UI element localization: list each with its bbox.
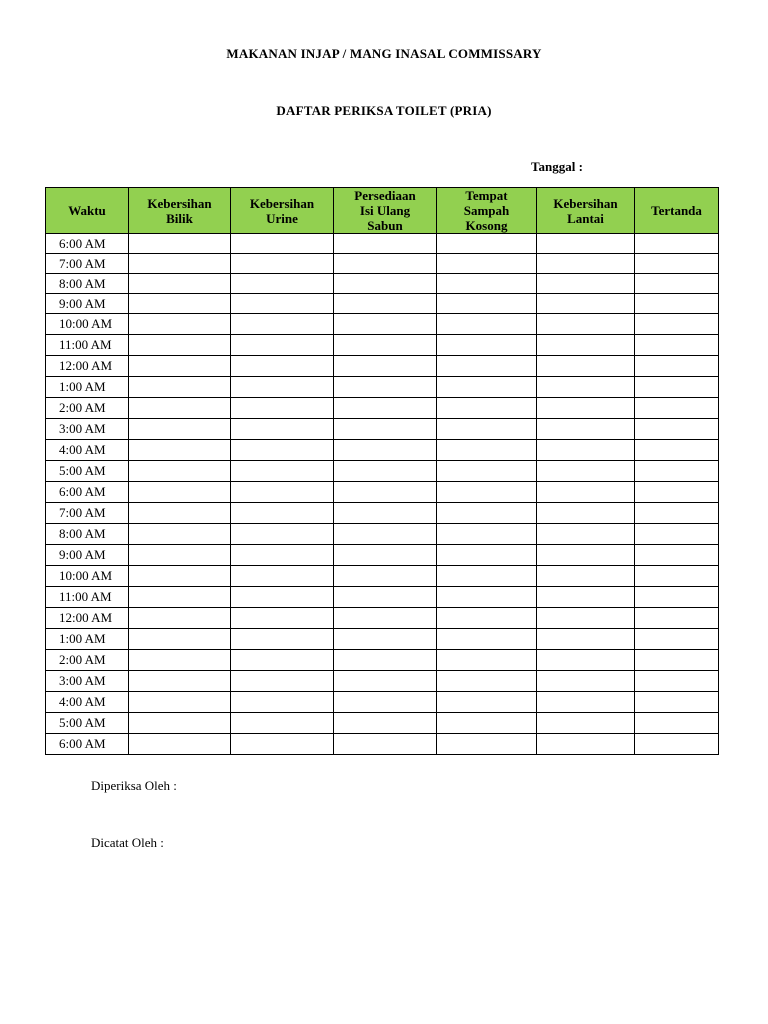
table-row: [46, 356, 719, 377]
table-row: [46, 629, 719, 650]
table-header-row: [46, 188, 719, 234]
trash-empty-cell[interactable]: [437, 482, 537, 503]
floor-cleanliness-cell[interactable]: [537, 356, 635, 377]
soap-refill-cell[interactable]: [334, 524, 437, 545]
floor-cleanliness-cell[interactable]: [537, 566, 635, 587]
urinal-cleanliness-cell[interactable]: [231, 524, 334, 545]
signature-cell[interactable]: [635, 335, 719, 356]
trash-empty-cell[interactable]: [437, 671, 537, 692]
time-cell: 8:00 AM: [46, 274, 129, 294]
signature-cell[interactable]: [635, 294, 719, 314]
trash-empty-cell[interactable]: [437, 587, 537, 608]
time-cell: 4:00 AM: [46, 440, 129, 461]
column-header-signature: Tertanda: [635, 188, 719, 234]
table-row: [46, 524, 719, 545]
date-label: Tanggal :: [531, 159, 583, 174]
trash-empty-cell[interactable]: [437, 377, 537, 398]
signature-cell[interactable]: [635, 482, 719, 503]
table-row: [46, 335, 719, 356]
signature-cell[interactable]: [635, 671, 719, 692]
signature-cell[interactable]: [635, 440, 719, 461]
booth-cleanliness-cell[interactable]: [129, 566, 231, 587]
signature-cell[interactable]: [635, 377, 719, 398]
booth-cleanliness-cell[interactable]: [129, 545, 231, 566]
recorded-by-label: Dicatat Oleh :: [91, 835, 164, 850]
soap-refill-cell[interactable]: [334, 713, 437, 734]
urinal-cleanliness-cell[interactable]: [231, 587, 334, 608]
soap-refill-cell[interactable]: [334, 587, 437, 608]
trash-empty-cell[interactable]: [437, 608, 537, 629]
floor-cleanliness-cell[interactable]: [537, 482, 635, 503]
booth-cleanliness-cell[interactable]: [129, 335, 231, 356]
booth-cleanliness-cell[interactable]: [129, 294, 231, 314]
date-field[interactable]: [531, 159, 589, 175]
signature-cell[interactable]: [635, 692, 719, 713]
soap-refill-cell[interactable]: [334, 650, 437, 671]
soap-refill-cell[interactable]: [334, 294, 437, 314]
soap-refill-cell[interactable]: [334, 629, 437, 650]
organization-title: MAKANAN INJAP / MANG INASAL COMMISSARY: [226, 46, 542, 61]
soap-refill-cell[interactable]: [334, 314, 437, 335]
time-cell: 10:00 AM: [46, 314, 129, 335]
time-cell: 1:00 AM: [46, 377, 129, 398]
booth-cleanliness-cell[interactable]: [129, 587, 231, 608]
urinal-cleanliness-cell[interactable]: [231, 294, 334, 314]
floor-cleanliness-cell[interactable]: [537, 440, 635, 461]
signature-cell[interactable]: [635, 314, 719, 335]
soap-refill-cell[interactable]: [334, 254, 437, 274]
time-cell: 9:00 AM: [46, 294, 129, 314]
booth-cleanliness-cell[interactable]: [129, 314, 231, 335]
time-cell: 5:00 AM: [46, 713, 129, 734]
trash-empty-cell[interactable]: [437, 692, 537, 713]
time-cell: 1:00 AM: [46, 629, 129, 650]
booth-cleanliness-cell[interactable]: [129, 398, 231, 419]
booth-cleanliness-cell[interactable]: [129, 524, 231, 545]
trash-empty-cell[interactable]: [437, 234, 537, 254]
booth-cleanliness-cell[interactable]: [129, 440, 231, 461]
table-row: [46, 713, 719, 734]
urinal-cleanliness-cell[interactable]: [231, 713, 334, 734]
trash-empty-cell[interactable]: [437, 398, 537, 419]
floor-cleanliness-cell[interactable]: [537, 524, 635, 545]
time-cell: 12:00 AM: [46, 356, 129, 377]
booth-cleanliness-cell[interactable]: [129, 608, 231, 629]
table-body: [46, 234, 719, 755]
soap-refill-cell[interactable]: [334, 671, 437, 692]
floor-cleanliness-cell[interactable]: [537, 545, 635, 566]
urinal-cleanliness-cell[interactable]: [231, 566, 334, 587]
time-cell: 6:00 AM: [46, 482, 129, 503]
table-row: [46, 692, 719, 713]
table-row: [46, 314, 719, 335]
floor-cleanliness-cell[interactable]: [537, 734, 635, 755]
table-row: [46, 254, 719, 274]
floor-cleanliness-cell[interactable]: [537, 254, 635, 274]
booth-cleanliness-cell[interactable]: [129, 629, 231, 650]
time-cell: 11:00 AM: [46, 587, 129, 608]
signature-cell[interactable]: [635, 608, 719, 629]
signature-cell[interactable]: [635, 566, 719, 587]
urinal-cleanliness-cell[interactable]: [231, 314, 334, 335]
time-cell: 6:00 AM: [46, 734, 129, 755]
floor-cleanliness-cell[interactable]: [537, 608, 635, 629]
floor-cleanliness-cell[interactable]: [537, 671, 635, 692]
signature-cell[interactable]: [635, 274, 719, 294]
trash-empty-cell[interactable]: [437, 503, 537, 524]
urinal-cleanliness-cell[interactable]: [231, 254, 334, 274]
time-cell: 6:00 AM: [46, 234, 129, 254]
column-header-urinal-cleanliness: Kebersihan Urine: [231, 188, 334, 234]
booth-cleanliness-cell[interactable]: [129, 377, 231, 398]
floor-cleanliness-cell[interactable]: [537, 650, 635, 671]
soap-refill-cell[interactable]: [334, 566, 437, 587]
time-cell: 10:00 AM: [46, 566, 129, 587]
time-cell: 11:00 AM: [46, 335, 129, 356]
floor-cleanliness-cell[interactable]: [537, 314, 635, 335]
soap-refill-cell[interactable]: [334, 440, 437, 461]
trash-empty-cell[interactable]: [437, 356, 537, 377]
time-cell: 2:00 AM: [46, 650, 129, 671]
booth-cleanliness-cell[interactable]: [129, 713, 231, 734]
table-row: [46, 545, 719, 566]
table-row: [46, 419, 719, 440]
table-row: [46, 234, 719, 254]
table-row: [46, 566, 719, 587]
checked-by-field[interactable]: [91, 778, 183, 794]
soap-refill-cell[interactable]: [334, 419, 437, 440]
column-header-soap-refill: Persediaan Isi Ulang Sabun: [334, 188, 437, 234]
urinal-cleanliness-cell[interactable]: [231, 274, 334, 294]
booth-cleanliness-cell[interactable]: [129, 461, 231, 482]
booth-cleanliness-cell[interactable]: [129, 274, 231, 294]
urinal-cleanliness-cell[interactable]: [231, 650, 334, 671]
urinal-cleanliness-cell[interactable]: [231, 234, 334, 254]
urinal-cleanliness-cell[interactable]: [231, 482, 334, 503]
signature-cell[interactable]: [635, 650, 719, 671]
table-row: [46, 671, 719, 692]
booth-cleanliness-cell[interactable]: [129, 503, 231, 524]
soap-refill-cell[interactable]: [334, 356, 437, 377]
trash-empty-cell[interactable]: [437, 294, 537, 314]
booth-cleanliness-cell[interactable]: [129, 734, 231, 755]
soap-refill-cell[interactable]: [334, 461, 437, 482]
urinal-cleanliness-cell[interactable]: [231, 461, 334, 482]
trash-empty-cell[interactable]: [437, 274, 537, 294]
checked-by-label: Diperiksa Oleh :: [91, 778, 177, 793]
table-row: [46, 377, 719, 398]
floor-cleanliness-cell[interactable]: [537, 377, 635, 398]
table-row: [46, 294, 719, 314]
signature-cell[interactable]: [635, 713, 719, 734]
time-cell: 7:00 AM: [46, 503, 129, 524]
soap-refill-cell[interactable]: [334, 234, 437, 254]
signature-cell[interactable]: [635, 545, 719, 566]
trash-empty-cell[interactable]: [437, 545, 537, 566]
soap-refill-cell[interactable]: [334, 482, 437, 503]
column-header-time: Waktu: [46, 188, 129, 234]
table-row: [46, 398, 719, 419]
floor-cleanliness-cell[interactable]: [537, 234, 635, 254]
floor-cleanliness-cell[interactable]: [537, 274, 635, 294]
trash-empty-cell[interactable]: [437, 314, 537, 335]
table-row: [46, 650, 719, 671]
booth-cleanliness-cell[interactable]: [129, 692, 231, 713]
time-cell: 3:00 AM: [46, 419, 129, 440]
urinal-cleanliness-cell[interactable]: [231, 671, 334, 692]
table-row: [46, 503, 719, 524]
time-cell: 12:00 AM: [46, 608, 129, 629]
time-cell: 5:00 AM: [46, 461, 129, 482]
table-row: [46, 440, 719, 461]
trash-empty-cell[interactable]: [437, 335, 537, 356]
time-cell: 4:00 AM: [46, 692, 129, 713]
signature-cell[interactable]: [635, 734, 719, 755]
trash-empty-cell[interactable]: [437, 650, 537, 671]
soap-refill-cell[interactable]: [334, 398, 437, 419]
signature-cell[interactable]: [635, 234, 719, 254]
signature-cell[interactable]: [635, 629, 719, 650]
soap-refill-cell[interactable]: [334, 545, 437, 566]
table-row: [46, 608, 719, 629]
table-row: [46, 461, 719, 482]
signature-cell[interactable]: [635, 356, 719, 377]
soap-refill-cell[interactable]: [334, 608, 437, 629]
booth-cleanliness-cell[interactable]: [129, 234, 231, 254]
signature-cell[interactable]: [635, 254, 719, 274]
signature-cell[interactable]: [635, 587, 719, 608]
urinal-cleanliness-cell[interactable]: [231, 692, 334, 713]
trash-empty-cell[interactable]: [437, 713, 537, 734]
urinal-cleanliness-cell[interactable]: [231, 440, 334, 461]
booth-cleanliness-cell[interactable]: [129, 356, 231, 377]
time-cell: 3:00 AM: [46, 671, 129, 692]
trash-empty-cell[interactable]: [437, 461, 537, 482]
booth-cleanliness-cell[interactable]: [129, 419, 231, 440]
table-row: [46, 482, 719, 503]
urinal-cleanliness-cell[interactable]: [231, 545, 334, 566]
urinal-cleanliness-cell[interactable]: [231, 356, 334, 377]
floor-cleanliness-cell[interactable]: [537, 398, 635, 419]
floor-cleanliness-cell[interactable]: [537, 503, 635, 524]
time-cell: 7:00 AM: [46, 254, 129, 274]
urinal-cleanliness-cell[interactable]: [231, 398, 334, 419]
trash-empty-cell[interactable]: [437, 440, 537, 461]
booth-cleanliness-cell[interactable]: [129, 650, 231, 671]
recorded-by-field[interactable]: [91, 835, 170, 851]
time-cell: 9:00 AM: [46, 545, 129, 566]
trash-empty-cell[interactable]: [437, 419, 537, 440]
urinal-cleanliness-cell[interactable]: [231, 335, 334, 356]
time-cell: 8:00 AM: [46, 524, 129, 545]
booth-cleanliness-cell[interactable]: [129, 482, 231, 503]
trash-empty-cell[interactable]: [437, 254, 537, 274]
urinal-cleanliness-cell[interactable]: [231, 419, 334, 440]
table-row: [46, 587, 719, 608]
column-header-trash-empty: Tempat Sampah Kosong: [437, 188, 537, 234]
trash-empty-cell[interactable]: [437, 524, 537, 545]
urinal-cleanliness-cell[interactable]: [231, 608, 334, 629]
column-header-floor-cleanliness: Kebersihan Lantai: [537, 188, 635, 234]
checklist-table: [45, 187, 719, 755]
urinal-cleanliness-cell[interactable]: [231, 734, 334, 755]
table-row: [46, 734, 719, 755]
floor-cleanliness-cell[interactable]: [537, 461, 635, 482]
signature-cell[interactable]: [635, 419, 719, 440]
floor-cleanliness-cell[interactable]: [537, 692, 635, 713]
trash-empty-cell[interactable]: [437, 566, 537, 587]
soap-refill-cell[interactable]: [334, 734, 437, 755]
floor-cleanliness-cell[interactable]: [537, 629, 635, 650]
floor-cleanliness-cell[interactable]: [537, 587, 635, 608]
trash-empty-cell[interactable]: [437, 629, 537, 650]
floor-cleanliness-cell[interactable]: [537, 294, 635, 314]
document-title: DAFTAR PERIKSA TOILET (PRIA): [276, 103, 492, 118]
time-cell: 2:00 AM: [46, 398, 129, 419]
trash-empty-cell[interactable]: [437, 734, 537, 755]
urinal-cleanliness-cell[interactable]: [231, 377, 334, 398]
urinal-cleanliness-cell[interactable]: [231, 503, 334, 524]
floor-cleanliness-cell[interactable]: [537, 335, 635, 356]
signature-cell[interactable]: [635, 503, 719, 524]
signature-cell[interactable]: [635, 398, 719, 419]
signature-cell[interactable]: [635, 524, 719, 545]
floor-cleanliness-cell[interactable]: [537, 713, 635, 734]
column-header-booth-cleanliness: Kebersihan Bilik: [129, 188, 231, 234]
soap-refill-cell[interactable]: [334, 503, 437, 524]
soap-refill-cell[interactable]: [334, 335, 437, 356]
soap-refill-cell[interactable]: [334, 274, 437, 294]
table-row: [46, 274, 719, 294]
soap-refill-cell[interactable]: [334, 377, 437, 398]
booth-cleanliness-cell[interactable]: [129, 254, 231, 274]
floor-cleanliness-cell[interactable]: [537, 419, 635, 440]
urinal-cleanliness-cell[interactable]: [231, 629, 334, 650]
signature-cell[interactable]: [635, 461, 719, 482]
booth-cleanliness-cell[interactable]: [129, 671, 231, 692]
soap-refill-cell[interactable]: [334, 692, 437, 713]
